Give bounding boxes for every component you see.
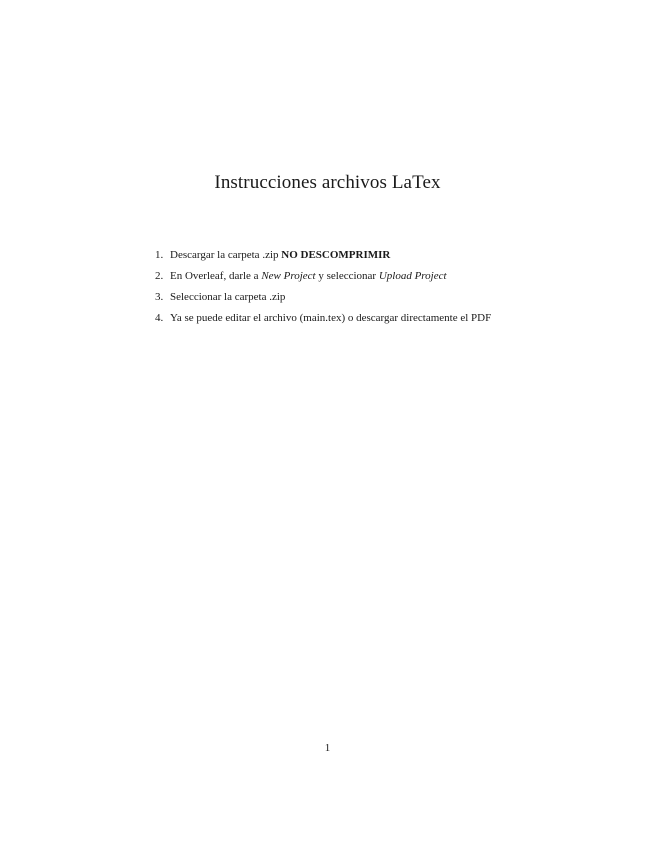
list-item (155, 248, 575, 269)
list-item-text: Seleccionar la carpeta .zip (170, 291, 286, 303)
list-item (155, 269, 575, 290)
list-item-number: 3. (155, 291, 164, 303)
list-item-text: Ya se puede editar el archivo (main.tex) o descargar directamente el PDF (170, 312, 492, 324)
list-item-text: Descargar la carpeta .zip NO DESCOMPRIMIR (170, 249, 391, 261)
list-item (155, 290, 575, 311)
italic-upload-project: Upload Project (378, 270, 447, 282)
list-item-number: 1. (155, 249, 164, 261)
list-item-number: 2. (155, 270, 164, 282)
list-item-number: 4. (155, 312, 164, 324)
list-item (155, 311, 575, 332)
instruction-list (155, 248, 575, 332)
bold-warning: NO DESCOMPRIMIR (281, 249, 391, 261)
list-item-text: En Overleaf, darle a New Project y seleccionar Upload Project (170, 270, 447, 282)
document-title: Instrucciones archivos LaTex (214, 172, 441, 193)
page-number: 1 (324, 742, 331, 754)
italic-new-project: New Project (261, 270, 316, 282)
